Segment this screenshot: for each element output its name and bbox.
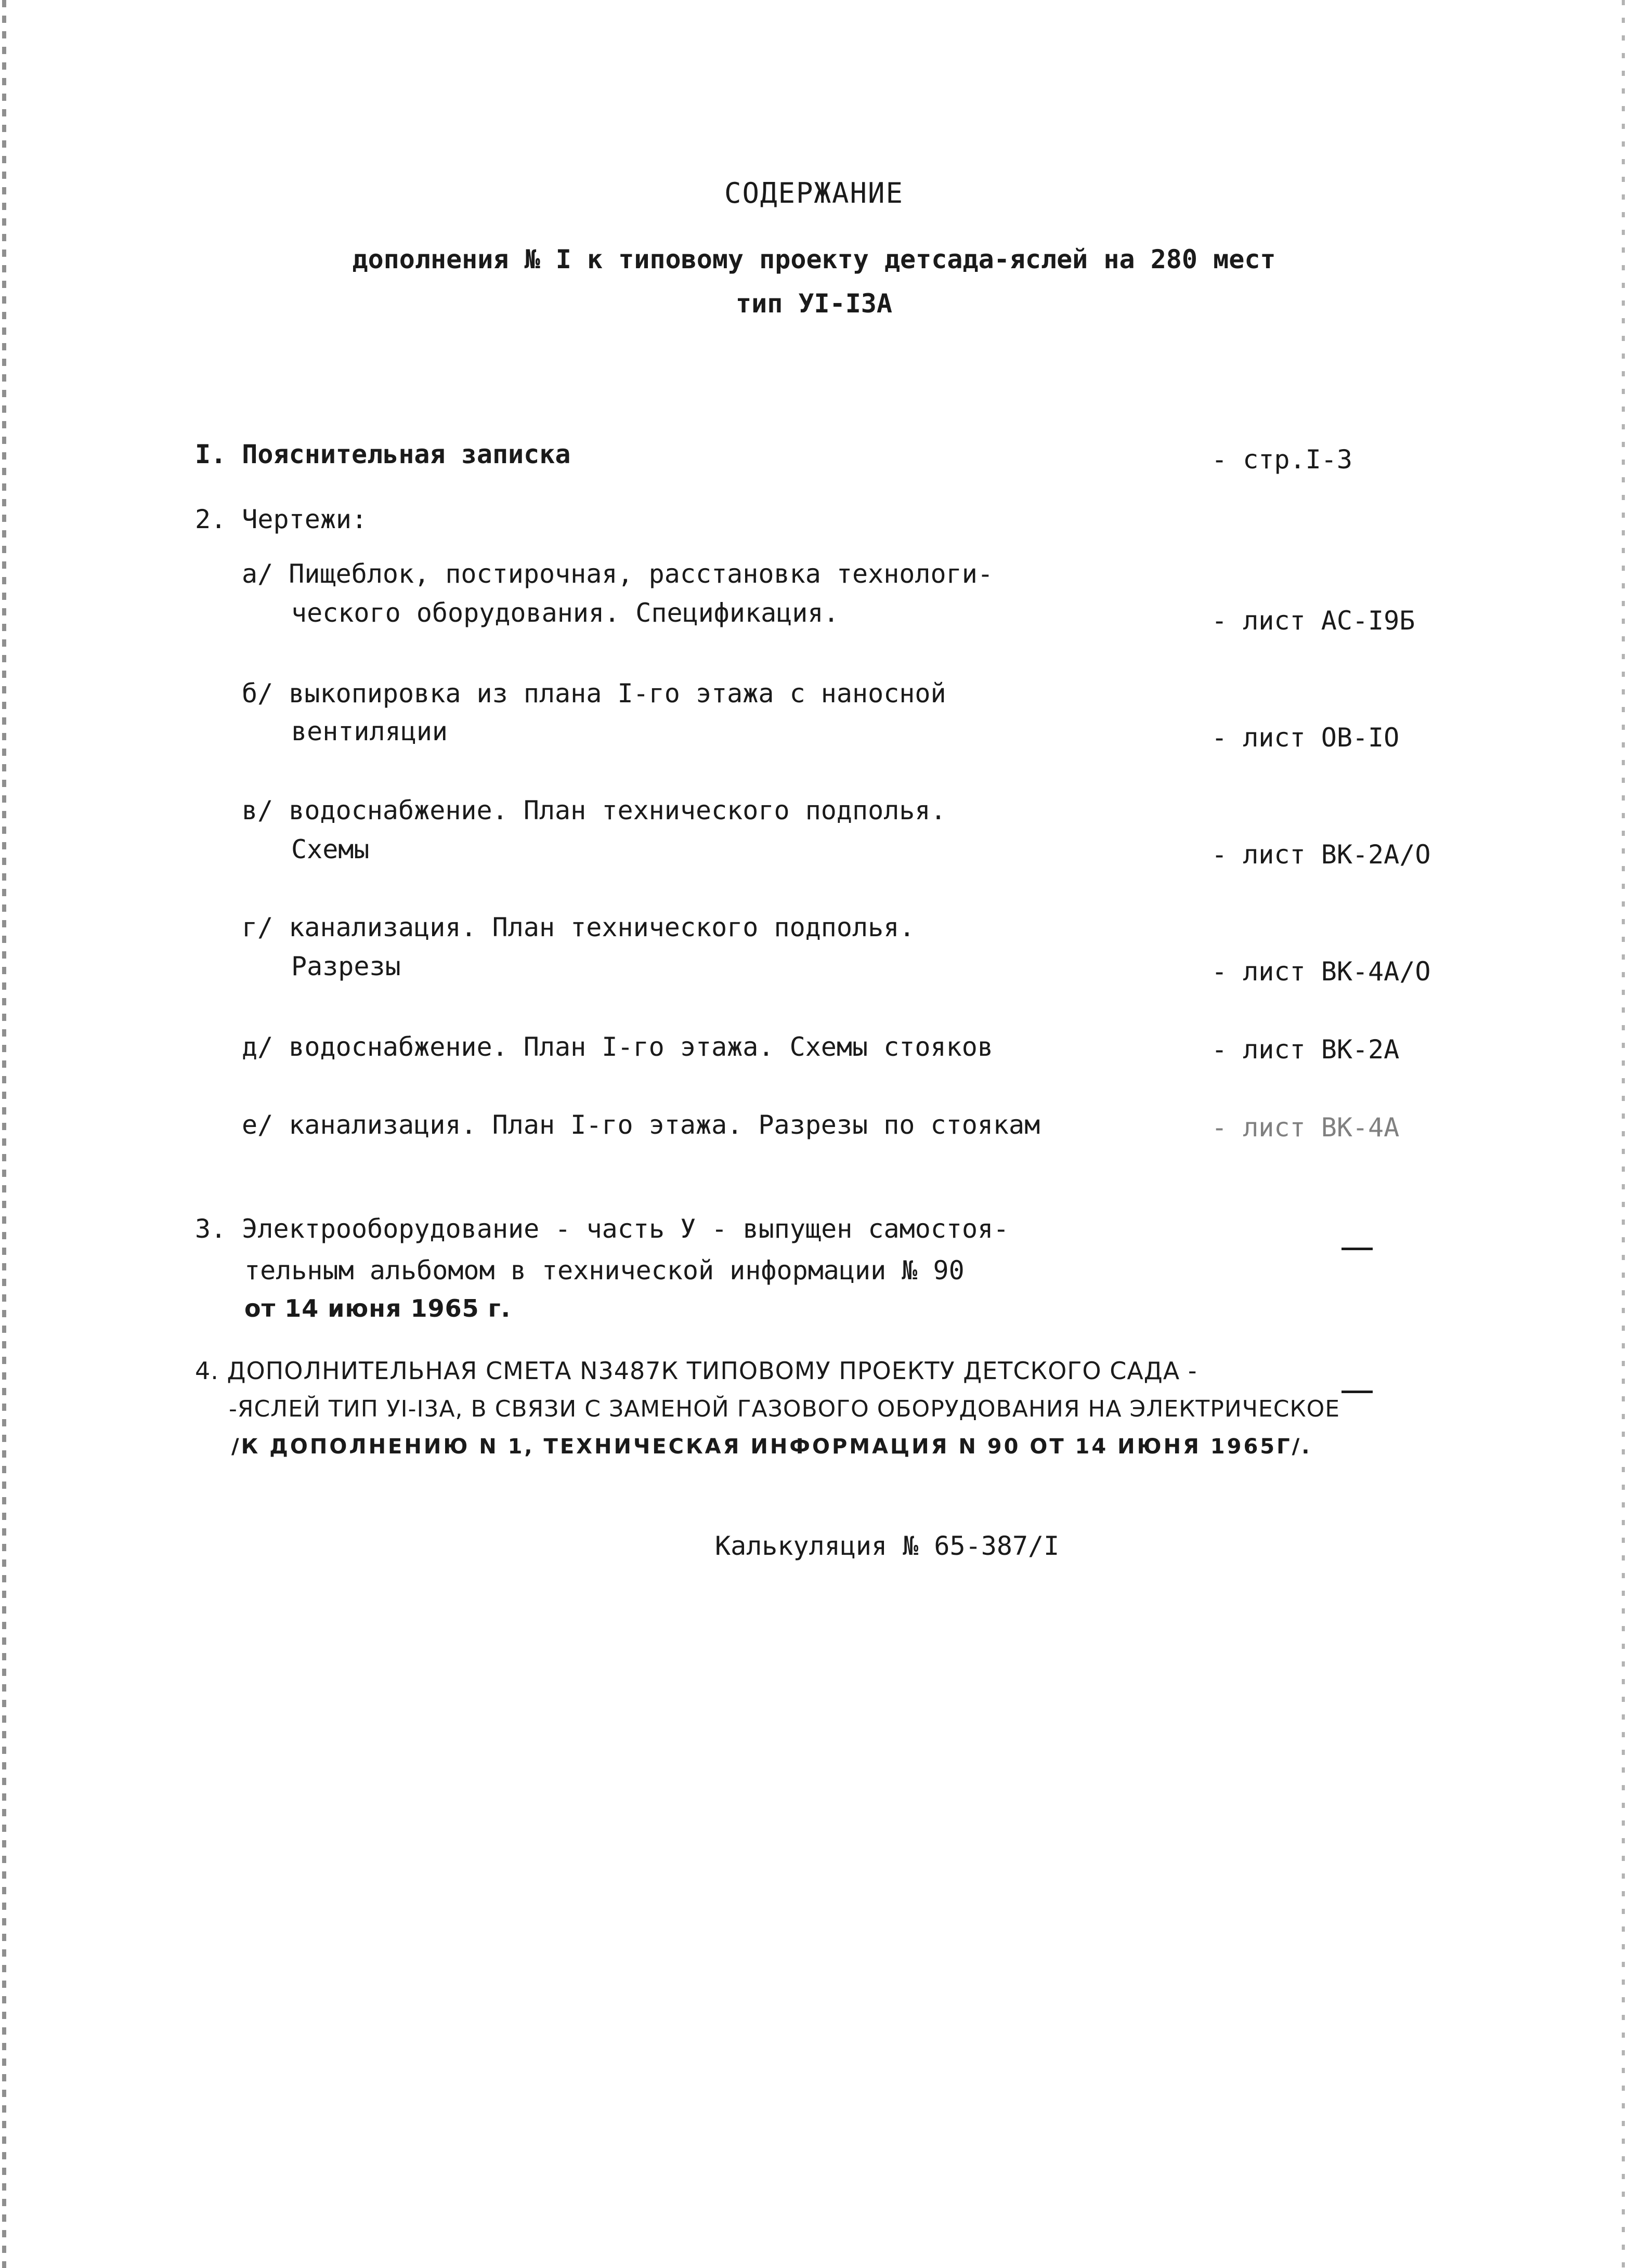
sub-b-ref: - лист ОВ-IO <box>1212 723 1400 753</box>
sub-d-ref: - лист ВК-2А <box>1212 1034 1400 1065</box>
item1-ref: - стр.I-3 <box>1212 444 1352 475</box>
item4-line1: 4. ДОПОЛНИТЕЛЬНАЯ СМЕТА N3487К ТИПОВОМУ ПРОЕКТУ ДЕТСКОГО САДА - <box>195 1357 1197 1385</box>
sub-e-line1: е/ канализация. План I-го этажа. Разрезы по стоякам <box>242 1110 1040 1140</box>
sub-v-line1: в/ водоснабжение. План технического подполья. <box>242 795 946 825</box>
scan-edge-right <box>1622 0 1625 2268</box>
sub-b-line2: вентиляции <box>291 716 448 746</box>
sub-g-line1: г/ канализация. План технического подполья. <box>242 912 915 942</box>
sub-a-ref: - лист АС-I9Б <box>1212 606 1415 636</box>
sub-b-line1: б/ выкопировка из плана I-го этажа с наносной <box>242 678 946 709</box>
sub-d-line1: д/ водоснабжение. План I-го этажа. Схемы стояков <box>242 1032 993 1062</box>
sub-v-line2: Схемы <box>291 834 370 864</box>
sub-g-ref: - лист ВК-4А/О <box>1212 956 1431 987</box>
item4-line3: /К ДОПОЛНЕНИЮ N 1, ТЕХНИЧЕСКАЯ ИНФОРМАЦИЯ N 90 ОТ 14 ИЮНЯ 1965Г/. <box>231 1435 1312 1459</box>
document-subtitle-line1: дополнения № I к типовому проекту детсада-яслей на 280 мест <box>352 244 1276 274</box>
item3-dash <box>1342 1248 1373 1250</box>
item3-line3: от 14 июня 1965 г. <box>244 1294 511 1322</box>
sub-e-ref: - лист ВК-4А <box>1212 1112 1400 1143</box>
document-subtitle-line2: тип УI-I3А <box>735 289 893 319</box>
calculation-number: Калькуляция № 65-387/I <box>715 1531 1060 1561</box>
item4-line2: -ЯСЛЕЙ ТИП УI-I3А, В СВЯЗИ С ЗАМЕНОЙ ГАЗОВОГО ОБОРУДОВАНИЯ НА ЭЛЕКТРИЧЕСКОЕ <box>229 1396 1340 1422</box>
sub-a-line2: ческого оборудования. Спецификация. <box>291 598 839 628</box>
item1-text: I. Пояснительная записка <box>195 439 571 469</box>
item4-dash <box>1342 1391 1373 1393</box>
sub-a-line1: а/ Пищеблок, постирочная, расстановка технологи- <box>242 559 993 589</box>
scan-edge-left <box>2 0 6 2268</box>
item3-line2: тельным альбомом в технической информации № 90 <box>244 1255 965 1286</box>
item3-line1: 3. Электрооборудование - часть У - выпущен самостоя- <box>195 1214 1009 1244</box>
document-title: СОДЕРЖАНИЕ <box>724 177 904 209</box>
sub-g-line2: Разрезы <box>291 951 401 981</box>
item2-text: 2. Чертежи: <box>195 504 368 534</box>
sub-v-ref: - лист ВК-2А/О <box>1212 840 1431 870</box>
